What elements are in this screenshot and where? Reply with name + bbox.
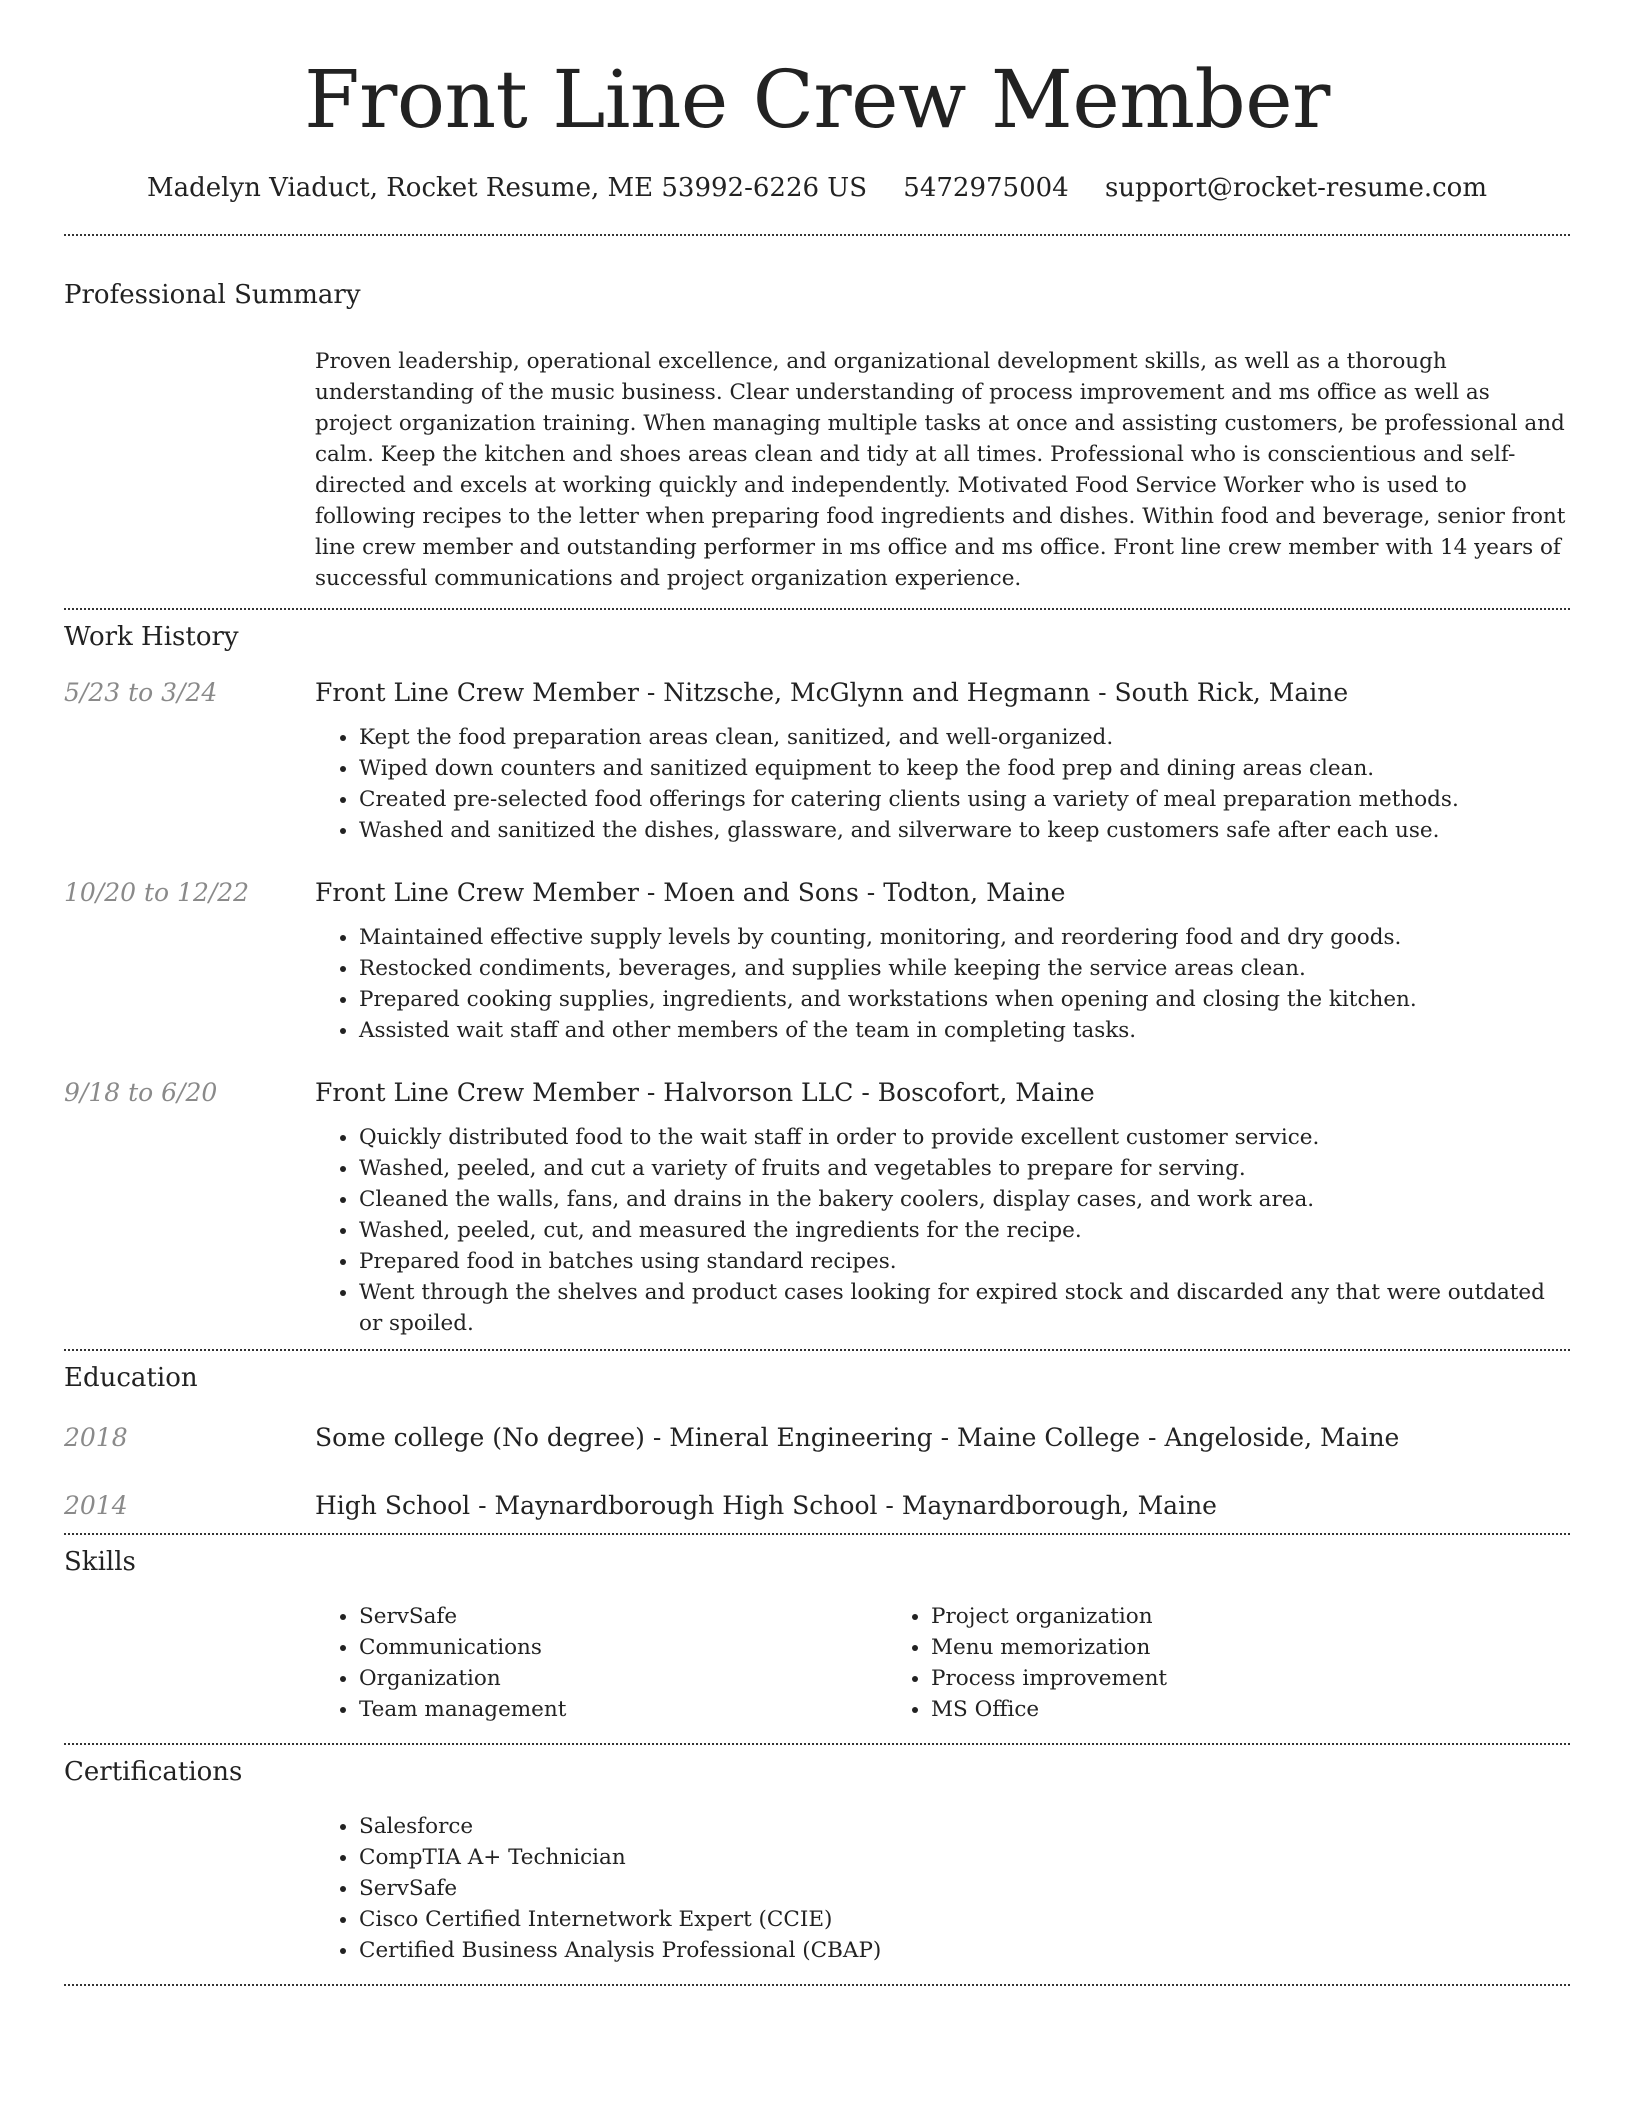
job-dates: 5/23 to 3/24 bbox=[64, 678, 218, 707]
certification-item: • ServSafe bbox=[359, 1873, 1570, 1904]
job-bullet: • Wiped down counters and sanitized equipment to keep the food prep and dining areas clean. bbox=[359, 753, 1570, 784]
job-bullet: • Prepared cooking supplies, ingredients, and workstations when opening and closing the kitchen. bbox=[359, 984, 1570, 1015]
certifications-heading: Certifications bbox=[64, 1757, 243, 1787]
education-heading: Education bbox=[64, 1363, 198, 1393]
education-heading-text: High School - Maynardborough High School - Maynardborough, Maine bbox=[315, 1491, 1217, 1520]
certifications-list bbox=[315, 1811, 1570, 1966]
job-bullet: • Prepared food in batches using standard recipes. bbox=[359, 1246, 1570, 1277]
contact-line bbox=[64, 170, 1570, 206]
education-entry bbox=[64, 1421, 1570, 1455]
skill-item: • Menu memorization bbox=[931, 1632, 1459, 1663]
job-bullet: • Washed and sanitized the dishes, glassware, and silverware to keep customers safe after each use. bbox=[359, 815, 1570, 846]
skills-section bbox=[64, 1535, 1570, 1743]
certifications-section bbox=[64, 1745, 1570, 1984]
job-heading: Front Line Crew Member - Halvorson LLC - Boscofort, Maine bbox=[315, 1078, 1095, 1107]
skill-item: • MS Office bbox=[931, 1694, 1459, 1725]
contact-phone: 5472975004 bbox=[903, 173, 1069, 203]
skills-heading: Skills bbox=[64, 1547, 136, 1577]
job-bullets bbox=[315, 722, 1570, 846]
skill-item: • Organization bbox=[359, 1663, 887, 1694]
education-section bbox=[64, 1351, 1570, 1533]
summary-section bbox=[64, 236, 1570, 594]
skills-list-right bbox=[887, 1601, 1459, 1725]
contact-address: Madelyn Viaduct, Rocket Resume, ME 53992-6226 US bbox=[147, 173, 868, 203]
summary-heading: Professional Summary bbox=[64, 280, 361, 310]
job-bullet: • Went through the shelves and product cases looking for expired stock and discarded any that were outdated or spoiled. bbox=[359, 1277, 1570, 1339]
job-body bbox=[315, 876, 1570, 1046]
skill-item: • Communications bbox=[359, 1632, 887, 1663]
certification-item: • Salesforce bbox=[359, 1811, 1570, 1842]
job-bullet: • Kept the food preparation areas clean, sanitized, and well-organized. bbox=[359, 722, 1570, 753]
job-body bbox=[315, 1076, 1570, 1339]
summary-text: Proven leadership, operational excellence, and organizational development skills, as well as a thorough understanding of the music business. Clear understanding of process improvement and ms office as well as project organization training. When managing multiple tasks at once and assisting customers, be professional and calm. Keep the kitchen and shoes areas clean and tidy at all times. Professional who is conscientious and self-directed and excels at working quickly and independently. Motivated Food Service Worker who is used to following recipes to the letter when preparing food ingredients and dishes. Within food and beverage, senior front line crew member and outstanding performer in ms office and ms office. Front line crew member with 14 years of successful communications and project organization experience. bbox=[315, 349, 1566, 591]
job-bullet: • Created pre-selected food offerings for catering clients using a variety of meal preparation methods. bbox=[359, 784, 1570, 815]
job-body bbox=[315, 676, 1570, 846]
job-bullet: • Cleaned the walls, fans, and drains in the bakery coolers, display cases, and work area. bbox=[359, 1184, 1570, 1215]
job-heading: Front Line Crew Member - Moen and Sons - Todton, Maine bbox=[315, 878, 1066, 907]
job-bullets bbox=[315, 922, 1570, 1046]
certification-item: • CompTIA A+ Technician bbox=[359, 1842, 1570, 1873]
job-bullet: • Assisted wait staff and other members of the team in completing tasks. bbox=[359, 1015, 1570, 1046]
job-entry bbox=[64, 876, 1570, 1046]
work-history-heading: Work History bbox=[64, 622, 239, 652]
skill-item: • ServSafe bbox=[359, 1601, 887, 1632]
job-bullet: • Washed, peeled, cut, and measured the ingredients for the recipe. bbox=[359, 1215, 1570, 1246]
job-bullets bbox=[315, 1122, 1570, 1339]
job-dates: 9/18 to 6/20 bbox=[64, 1078, 218, 1107]
skill-item: • Team management bbox=[359, 1694, 887, 1725]
job-heading: Front Line Crew Member - Nitzsche, McGlynn and Hegmann - South Rick, Maine bbox=[315, 678, 1349, 707]
resume-name-title: Front Line Crew Member bbox=[304, 53, 1330, 146]
education-year: 2014 bbox=[64, 1491, 128, 1520]
job-dates: 10/20 to 12/22 bbox=[64, 878, 250, 907]
resume-page bbox=[64, 0, 1570, 1986]
work-history-section bbox=[64, 610, 1570, 1349]
job-bullet: • Quickly distributed food to the wait staff in order to provide excellent customer service. bbox=[359, 1122, 1570, 1153]
education-year: 2018 bbox=[64, 1423, 128, 1452]
education-heading-text: Some college (No degree) - Mineral Engineering - Maine College - Angeloside, Maine bbox=[315, 1423, 1400, 1452]
job-bullet: • Washed, peeled, and cut a variety of fruits and vegetables to prepare for serving. bbox=[359, 1153, 1570, 1184]
skill-item: • Process improvement bbox=[931, 1663, 1459, 1694]
job-entry bbox=[64, 676, 1570, 846]
education-entry bbox=[64, 1489, 1570, 1523]
job-bullet: • Restocked condiments, beverages, and supplies while keeping the service areas clean. bbox=[359, 953, 1570, 984]
certification-item: • Cisco Certified Internetwork Expert (CCIE) bbox=[359, 1904, 1570, 1935]
job-bullet: • Maintained effective supply levels by counting, monitoring, and reordering food and dry goods. bbox=[359, 922, 1570, 953]
section-divider bbox=[64, 1984, 1570, 1986]
job-entry bbox=[64, 1076, 1570, 1339]
certification-item: • Certified Business Analysis Professional (CBAP) bbox=[359, 1935, 1570, 1966]
skill-item: • Project organization bbox=[931, 1601, 1459, 1632]
contact-email: support@rocket-resume.com bbox=[1104, 173, 1487, 203]
skills-list-left bbox=[315, 1601, 887, 1725]
skills-columns bbox=[315, 1601, 1570, 1725]
